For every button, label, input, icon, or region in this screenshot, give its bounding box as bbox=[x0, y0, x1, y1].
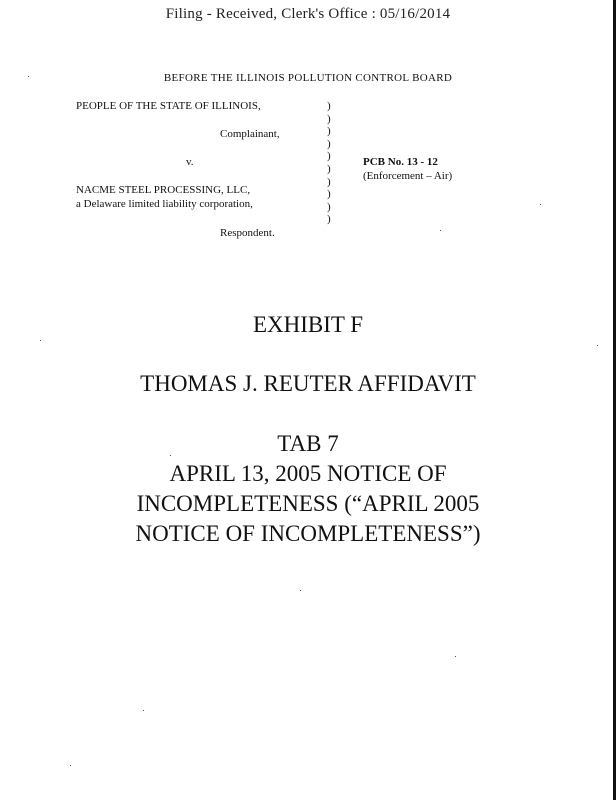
paren: ) bbox=[327, 137, 331, 150]
defendant-description: a Delaware limited liability corporation, bbox=[76, 198, 253, 210]
paren: ) bbox=[327, 175, 331, 188]
scan-speck bbox=[597, 345, 598, 346]
paren: ) bbox=[327, 162, 331, 175]
scan-speck bbox=[40, 340, 41, 341]
paren: ) bbox=[327, 188, 331, 201]
scan-speck bbox=[440, 230, 441, 231]
scan-speck bbox=[300, 590, 301, 591]
paren: ) bbox=[327, 200, 331, 213]
paren: ) bbox=[327, 150, 331, 163]
defendant-role: Respondent. bbox=[220, 227, 275, 239]
affidavit-title: THOMAS J. REUTER AFFIDAVIT bbox=[140, 371, 476, 396]
case-type: (Enforcement – Air) bbox=[363, 170, 453, 182]
paren: ) bbox=[327, 100, 331, 112]
exhibit-title: EXHIBIT F bbox=[252, 312, 364, 337]
paren: ) bbox=[327, 213, 331, 226]
tab-line-4: NOTICE OF INCOMPLETENESS”) bbox=[135, 521, 481, 546]
scan-speck bbox=[28, 76, 29, 77]
tab-heading bbox=[0, 429, 616, 549]
tab-line-2: APRIL 13, 2005 NOTICE OF bbox=[169, 461, 447, 486]
tab-line-1: TAB 7 bbox=[277, 431, 339, 456]
scan-speck bbox=[70, 765, 71, 766]
paren: ) bbox=[327, 125, 331, 138]
scan-speck bbox=[540, 204, 541, 205]
scan-speck bbox=[170, 455, 171, 456]
paren: ) bbox=[327, 112, 331, 125]
scan-speck bbox=[455, 656, 456, 657]
case-number: PCB No. 13 - 12 bbox=[363, 156, 438, 168]
board-heading: BEFORE THE ILLINOIS POLLUTION CONTROL BOARD bbox=[163, 72, 453, 84]
caption-parentheses bbox=[327, 100, 331, 226]
scan-speck bbox=[143, 710, 144, 711]
versus-label: v. bbox=[186, 156, 194, 168]
tab-line-3: INCOMPLETENESS (“APRIL 2005 bbox=[136, 491, 480, 516]
plaintiff-role: Complainant, bbox=[220, 128, 280, 140]
plaintiff-name: PEOPLE OF THE STATE OF ILLINOIS, bbox=[76, 100, 261, 112]
filing-stamp: Filing - Received, Clerk's Office : 05/16/2014 bbox=[165, 6, 451, 22]
defendant-name: NACME STEEL PROCESSING, LLC, bbox=[76, 184, 251, 196]
